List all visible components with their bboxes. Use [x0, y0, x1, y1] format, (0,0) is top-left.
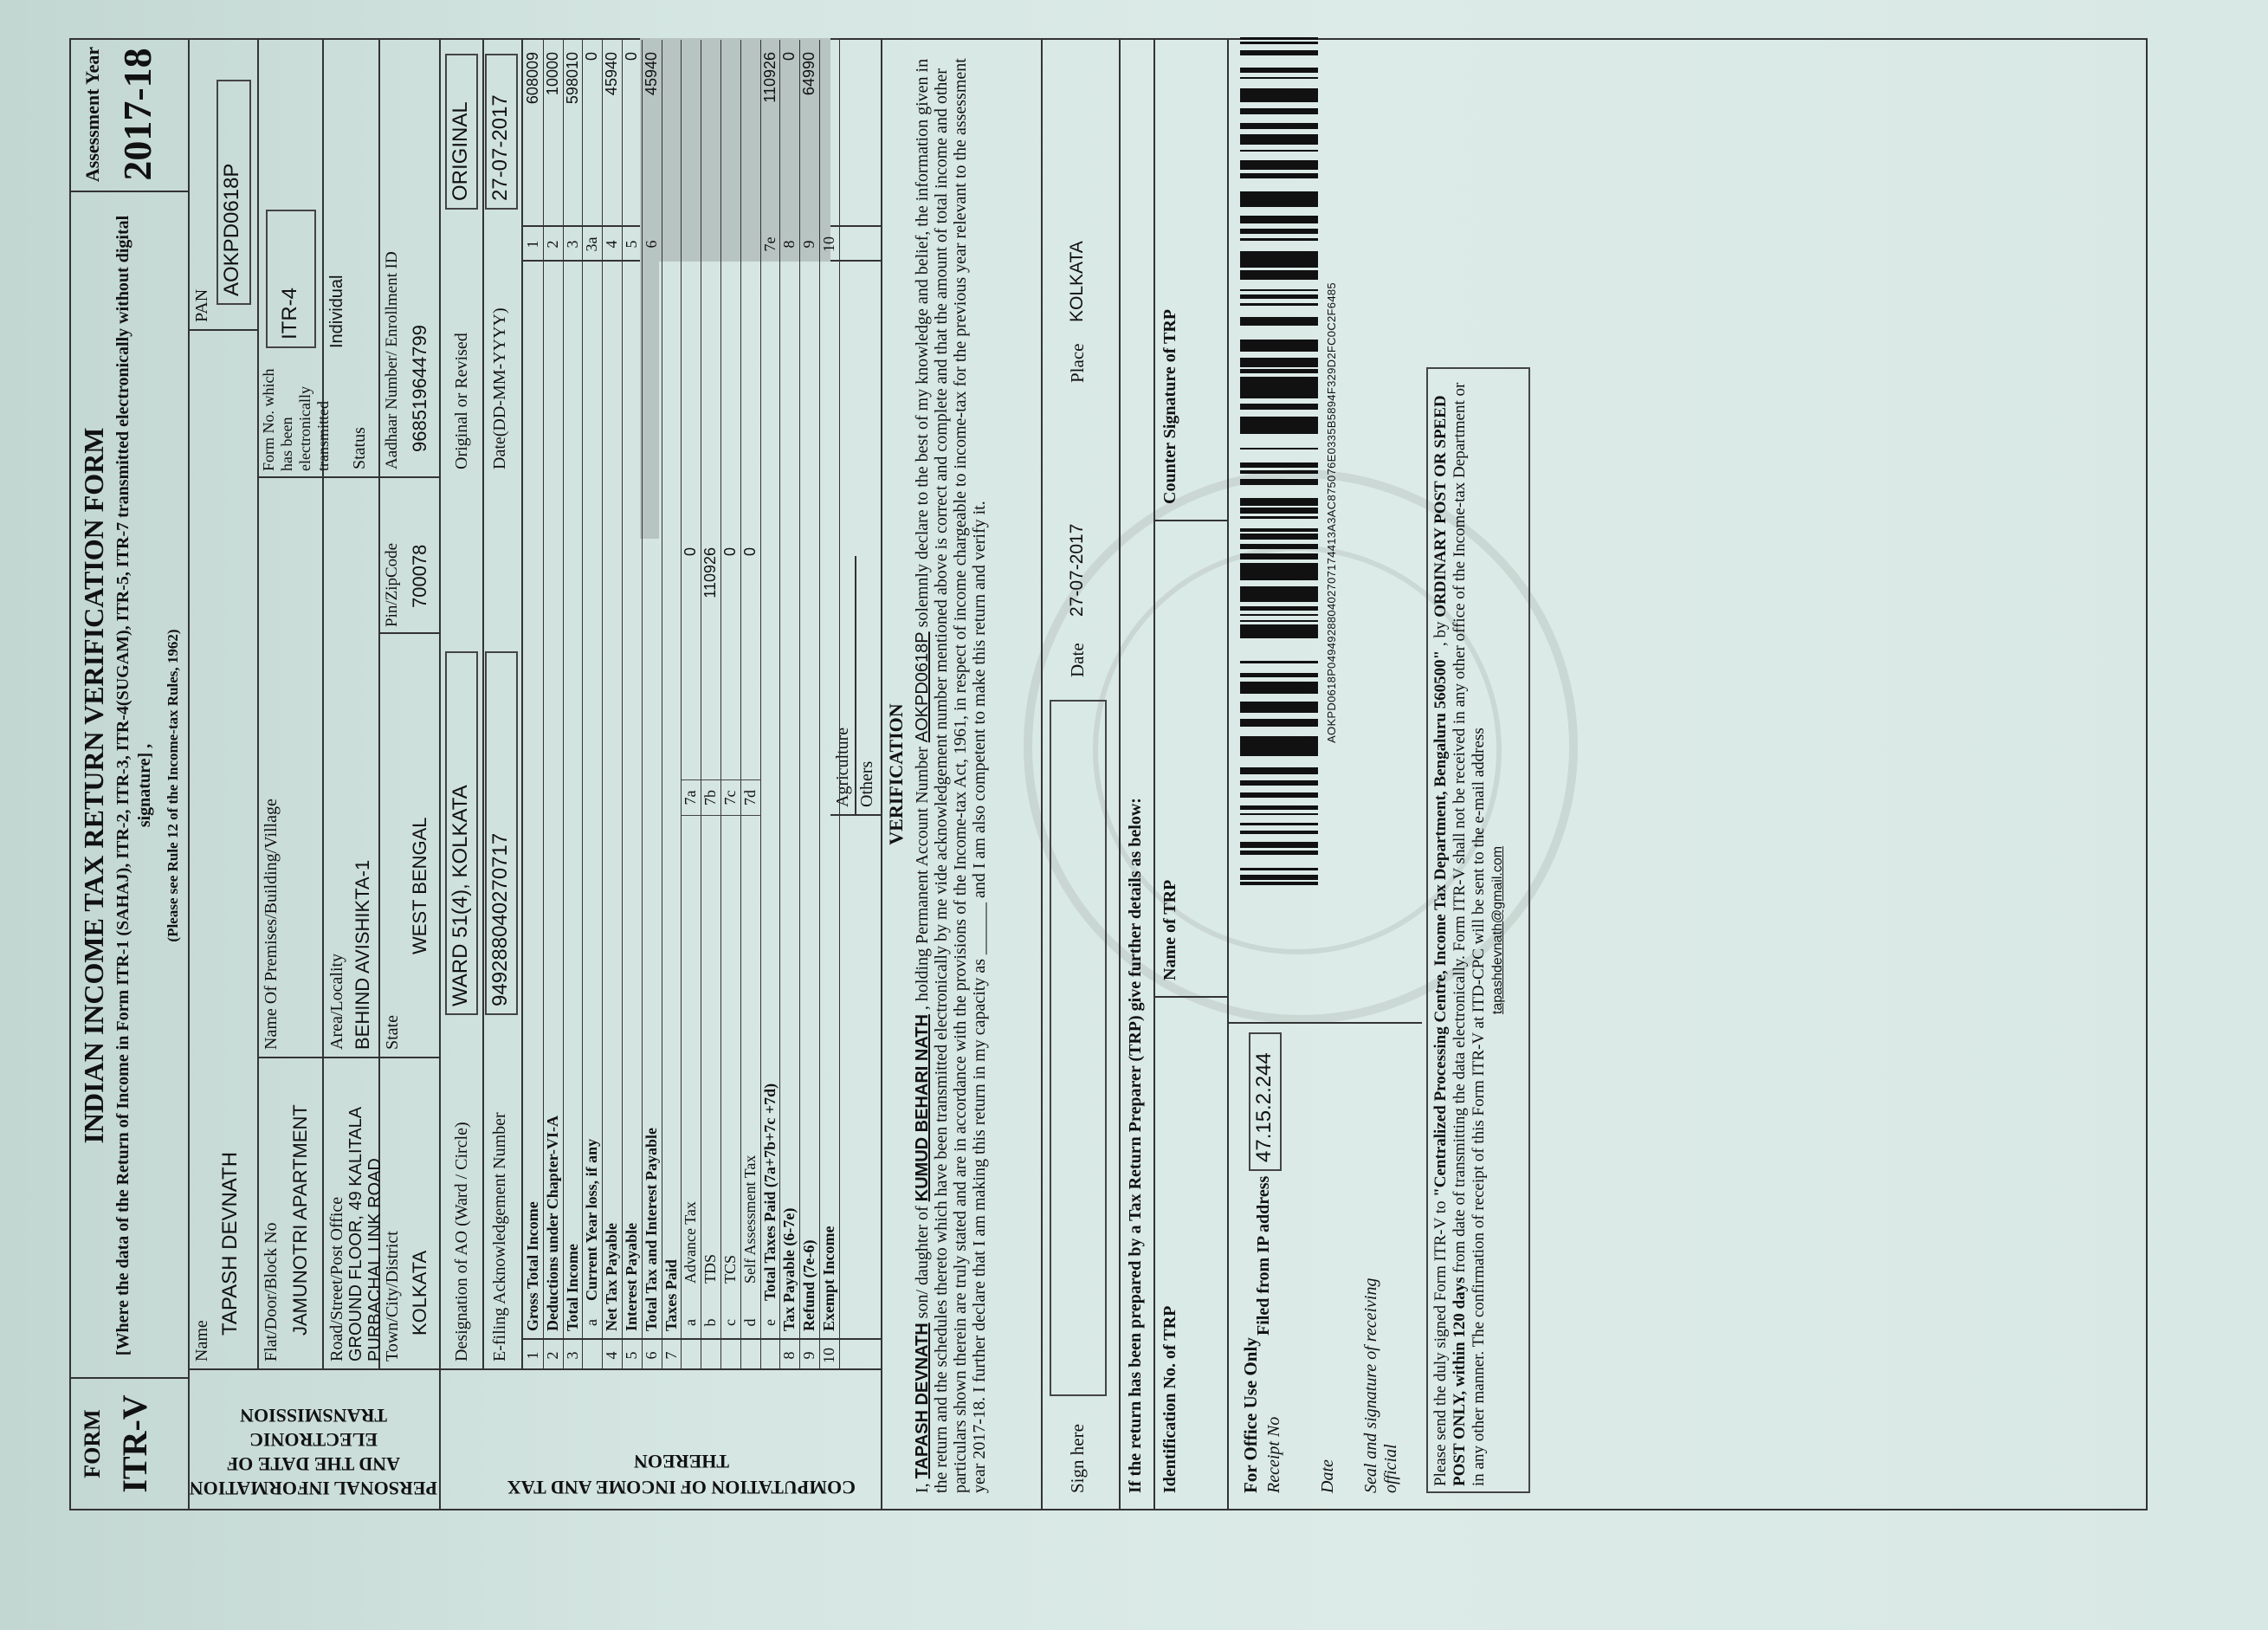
row-serial: c: [721, 1319, 739, 1326]
barcode-bar: [1240, 470, 1318, 474]
footer-part-3: , by: [1431, 617, 1450, 647]
barcode-bar: [1240, 637, 1318, 638]
barcode-bar: [1240, 661, 1318, 663]
row-code: 3: [563, 240, 581, 249]
barcode-bar: [1240, 673, 1318, 677]
row-label: Current Year loss, if any: [583, 1138, 601, 1301]
barcode-bar: [1240, 150, 1318, 152]
barcode-bar: [1240, 322, 1318, 326]
barcode-code: AOKPD0618P049492880402707174413A3AC875076E0335B5894F329D2FC0C2F6485: [1325, 282, 1338, 743]
row-value: 608009: [524, 52, 541, 105]
row-label: Refund (7e-6): [800, 1239, 818, 1331]
row-code: 2: [543, 240, 561, 249]
section-personal-information: PERSONAL INFORMATION AND THE DATE OF ELECTRONIC TRANSMISSION: [189, 1405, 438, 1499]
barcode-bar: [1240, 516, 1318, 519]
date-sign-label: Date: [1067, 643, 1088, 677]
barcode-bar: [1240, 600, 1318, 602]
exempt-others-label: Others: [857, 760, 876, 807]
barcode-bar: [1240, 358, 1318, 362]
row-label: Total Tax and Interest Payable: [642, 1127, 660, 1331]
date-sign-value: 27-07-2017: [1067, 523, 1087, 617]
footer-part-5: from date of transmitting the data electronically. Form ITR-V shall not be received in any other office of the Income-tax Department or in any other manner. The confirmation of receipt of this Form ITR-V at ITD-CPC will be sent to the e-mail address: [1451, 382, 1488, 1486]
row-serial: 5: [623, 1351, 640, 1360]
row-label: Exempt Income: [820, 1226, 837, 1331]
aadhaar-label: Aadhaar Number/ Enrollment ID: [383, 251, 401, 469]
barcode-bar: [1240, 767, 1318, 771]
barcode-bar: [1240, 508, 1318, 514]
verification-body: solemnly declare to the best of my knowledge and belief, the information given in the return and the schedules thereto which have been transmitted electronically by me vide acknowledgement number mentioned above is correct and complete and that the amount of total income and other particulars shown therein are truly stated and are in accordance with the provisions of the Income-tax Act, 1961, in respect of income chargeable to income-tax for the previous year relevant to the assessment year 2017-18. I further declare that I am making this return in my capacity as ______ and I am also competent to make this return and verify it.: [913, 58, 989, 1493]
barcode-icon: [1240, 36, 1318, 885]
barcode-bar: [1240, 842, 1318, 848]
form-transmitted-label: Form No. which has been electronically transmitted: [260, 368, 332, 471]
verification-heading: VERIFICATION: [885, 703, 907, 845]
barcode-bar: [1240, 201, 1318, 204]
barcode-bar: [1240, 462, 1318, 466]
barcode-bar: [1240, 703, 1318, 708]
pin-label: Pin/ZipCode: [383, 542, 401, 627]
barcode-bar: [1240, 238, 1318, 241]
barcode-bar: [1240, 736, 1318, 741]
status-value: Individual: [327, 275, 346, 348]
date-label: Date(DD-MM-YYYY): [490, 307, 509, 469]
barcode-bar: [1240, 831, 1318, 834]
barcode-bar: [1240, 498, 1318, 501]
ack-label: E-filing Acknowledgement Number: [490, 1112, 509, 1362]
barcode-bar: [1240, 255, 1318, 262]
barcode-bar: [1240, 711, 1318, 713]
pan-value: AOKPD0618P: [216, 80, 251, 305]
row-value: 598010: [563, 52, 581, 105]
barcode-bar: [1240, 534, 1318, 540]
barcode-bar: [1240, 317, 1318, 322]
barcode-bar: [1240, 851, 1318, 855]
row-value: 0: [780, 52, 798, 61]
name-value: TAPASH DEVNATH: [218, 1151, 242, 1336]
barcode-bar: [1240, 708, 1318, 711]
barcode-bar: [1240, 702, 1318, 703]
trp-signature-label: Counter Signature of TRP: [1160, 308, 1179, 504]
barcode-bar: [1240, 195, 1318, 201]
row-value: 10000: [543, 52, 561, 96]
signature-box: [1050, 700, 1107, 1396]
ip-value: 47.15.2.244: [1249, 1032, 1282, 1171]
row-label: Total Taxes Paid (7a+7b+7c +7d): [760, 1083, 779, 1301]
barcode-bar: [1240, 220, 1318, 223]
sub-row-value: 0: [740, 547, 759, 557]
barcode-bar: [1240, 417, 1318, 420]
town-label: Town/City/District: [383, 1231, 402, 1362]
barcode-bar: [1240, 262, 1318, 268]
barcode-bar: [1240, 37, 1318, 40]
barcode-bar: [1240, 294, 1318, 299]
verification-text: [913, 55, 989, 1493]
pan-label: PAN: [192, 288, 211, 322]
barcode-bar: [1240, 875, 1318, 876]
row-serial: 7: [662, 1351, 680, 1360]
barcode-bar: [1240, 771, 1318, 774]
barcode-bar: [1240, 805, 1318, 808]
barcode-bar: [1240, 303, 1318, 306]
ao-value: WARD 51(4), KOLKATA: [445, 651, 478, 1015]
row-serial: 6: [642, 1351, 660, 1360]
footer-ordinary-post: ORDINARY POST OR SPEED POST ONLY, within 120 days: [1431, 395, 1469, 1486]
barcode-bar: [1240, 160, 1318, 162]
barcode-bar: [1240, 343, 1318, 348]
row-code: 9: [800, 240, 818, 249]
barcode-bar: [1240, 553, 1318, 560]
barcode-bar: [1240, 229, 1318, 234]
footer-part-1: Please send the duly signed Form ITR-V to: [1431, 1196, 1450, 1486]
barcode-bar: [1240, 362, 1318, 367]
barcode-bar: [1240, 270, 1318, 276]
barcode-bar: [1240, 577, 1318, 580]
row-label: Deductions under Chapter-VI-A: [543, 1115, 561, 1331]
form-transmitted-value: ITR-4: [266, 210, 316, 348]
area-label: Area/Locality: [327, 953, 346, 1050]
footer-email: tapashdevnath@gmail.com: [1490, 845, 1505, 1015]
barcode-bar: [1240, 479, 1318, 485]
trp-name-label: Name of TRP: [1160, 879, 1179, 980]
verification-son-of: son/ daughter of: [913, 1206, 932, 1319]
barcode-bar: [1240, 630, 1318, 633]
row-serial: 3: [563, 1351, 581, 1360]
barcode-bar: [1240, 868, 1318, 870]
barcode-bar: [1240, 387, 1318, 392]
footer-cpc-address: "Centralized Processing Centre, Income Tax Department, Bengaluru 560500": [1431, 650, 1450, 1197]
barcode-bar: [1240, 377, 1318, 383]
barcode-bar: [1240, 689, 1318, 694]
barcode-bar: [1240, 721, 1318, 727]
barcode-bar: [1240, 276, 1318, 280]
row-label: TDS: [701, 1253, 720, 1284]
barcode-bar: [1240, 719, 1318, 721]
footer-instructions: [1426, 367, 1530, 1493]
sign-here-label: Sign here: [1067, 1424, 1088, 1493]
barcode-bar: [1240, 792, 1318, 798]
sub-row-value: 110926: [701, 547, 720, 598]
row-label: Gross Total Income: [524, 1201, 541, 1331]
trp-note: If the return has been prepared by a Tax Return Preparer (TRP) give further details as below:: [1126, 798, 1145, 1493]
state-value: WEST BENGAL: [409, 817, 430, 954]
row-serial: e: [760, 1319, 779, 1326]
barcode-bar: [1240, 754, 1318, 756]
barcode-bar: [1240, 88, 1318, 92]
barcode-bar: [1240, 340, 1318, 343]
barcode-bar: [1240, 429, 1318, 434]
barcode-bar: [1240, 173, 1318, 175]
barcode-bar: [1240, 882, 1318, 885]
shaded-area-2: [640, 262, 659, 539]
table-row-divider: [839, 40, 840, 1370]
row-serial: 1: [524, 1351, 541, 1360]
flat-value: JAMUNOTRI APARTMENT: [289, 1104, 311, 1336]
date-value: 27-07-2017: [485, 54, 518, 210]
row-serial: b: [701, 1318, 720, 1327]
office-use-label: For Office Use Only: [1240, 1337, 1261, 1493]
row-code: 3a: [583, 236, 601, 252]
row-code: 5: [623, 240, 640, 249]
barcode-bar: [1240, 175, 1318, 178]
flat-label: Flat/Door/Block No: [262, 1222, 281, 1362]
barcode-bar: [1240, 466, 1318, 468]
ack-value: 949288040270717: [485, 651, 518, 1015]
barcode-bar: [1240, 596, 1318, 600]
original-revised-label: Original or Revised: [452, 333, 471, 469]
area-value: BEHIND AVISHIKTA-1: [352, 859, 373, 1050]
barcode-bar: [1240, 503, 1318, 506]
barcode-bar: [1240, 68, 1318, 70]
barcode-bar: [1240, 108, 1318, 114]
row-code: 7e: [760, 236, 779, 252]
row-code: 6: [642, 240, 660, 249]
barcode-bar: [1240, 808, 1318, 810]
row-code: 1: [524, 240, 541, 249]
row-value: 45940: [642, 52, 660, 96]
row-serial: 9: [800, 1351, 818, 1360]
barcode-bar: [1240, 138, 1318, 139]
status-label: Status: [350, 427, 369, 469]
barcode-bar: [1240, 606, 1318, 611]
barcode-bar: [1240, 99, 1318, 102]
barcode-bar: [1240, 70, 1318, 73]
barcode-bar: [1240, 624, 1318, 630]
road-label: Road/Street/Post Office: [327, 1196, 346, 1362]
barcode-bar: [1240, 682, 1318, 684]
declarant-name: TAPASH DEVNATH: [913, 1323, 932, 1479]
section-computation: COMPUTATION OF INCOME AND TAX THEREON: [507, 1451, 856, 1498]
row-label: Interest Payable: [623, 1222, 640, 1331]
place-label: Place: [1067, 343, 1088, 383]
barcode-bar: [1240, 143, 1318, 145]
barcode-bar: [1240, 823, 1318, 825]
barcode-bar: [1240, 348, 1318, 352]
barcode-bar: [1240, 251, 1318, 255]
verification-pan-phrase: , holding Permanent Account Number: [913, 747, 932, 1011]
row-serial: a: [583, 1319, 601, 1326]
row-label: Taxes Paid: [662, 1259, 680, 1331]
row-value: 64990: [800, 52, 818, 96]
form-rule-note: (Please see Rule 12 of the Income-tax Rules, 1962): [165, 629, 181, 942]
form-subtitle: [Where the data of the Return of Income in Form ITR-1 (SAHAJ), ITR-2, ITR-3, ITR-4(SUGAM), ITR-5, ITR-7 transmitted electronically without digital signature] ,: [113, 215, 154, 1356]
ip-label: Filed from IP address: [1254, 1175, 1273, 1336]
form-title: INDIAN INCOME TAX RETURN VERIFICATION FORM: [78, 427, 109, 1144]
barcode-bar: [1240, 426, 1318, 429]
row-value: 0: [623, 52, 640, 61]
form-id: ITR-V: [115, 1394, 154, 1493]
barcode-bar: [1240, 586, 1318, 590]
row-label: Advance Tax: [682, 1201, 700, 1284]
barcode-bar: [1240, 590, 1318, 596]
sub-row-code: 7c: [721, 779, 741, 816]
town-value: KOLKATA: [409, 1250, 430, 1336]
row-serial: 8: [780, 1351, 798, 1360]
pin-value: 700078: [409, 544, 430, 608]
verification-pan: AOKPD0618P: [913, 631, 932, 743]
father-name: KUMUD BEHARI NATH: [913, 1014, 932, 1202]
aadhaar-value: 968519644799: [409, 325, 430, 452]
barcode-bar: [1240, 567, 1318, 572]
barcode-bar: [1240, 408, 1318, 410]
barcode-bar: [1240, 501, 1318, 503]
barcode-bar: [1240, 876, 1318, 880]
barcode-bar: [1240, 741, 1318, 747]
barcode-bar: [1240, 96, 1318, 99]
seal-label: Seal and signature of receiving official: [1361, 1277, 1400, 1493]
sub-row-code: 7a: [682, 779, 701, 816]
barcode-bar: [1240, 139, 1318, 143]
barcode-bar: [1240, 77, 1318, 79]
barcode-bar: [1240, 289, 1318, 291]
barcode-bar: [1240, 42, 1318, 44]
row-code: 8: [780, 240, 798, 249]
sub-row-value: 0: [682, 547, 700, 557]
barcode-bar: [1240, 369, 1318, 373]
barcode-bar: [1240, 204, 1318, 207]
barcode-bar: [1240, 747, 1318, 754]
row-serial: 2: [543, 1351, 561, 1360]
barcode-bar: [1240, 392, 1318, 398]
sub-row-value: 0: [721, 547, 739, 557]
barcode-bar: [1240, 134, 1318, 138]
row-value: 0: [583, 52, 601, 61]
row-serial: 10: [820, 1348, 837, 1363]
place-value: KOLKATA: [1067, 241, 1087, 322]
row-label: Total Income: [563, 1244, 581, 1331]
row-serial: 4: [603, 1351, 621, 1360]
original-revised-value: ORIGINAL: [445, 54, 478, 210]
barcode-bar: [1240, 528, 1318, 532]
barcode-bar: [1240, 780, 1318, 786]
barcode-bar: [1240, 383, 1318, 385]
row-serial: a: [682, 1319, 700, 1326]
barcode-bar: [1240, 92, 1318, 96]
barcode-bar: [1240, 614, 1318, 616]
row-label: Self Assessment Tax: [740, 1155, 759, 1284]
verification-i: I,: [913, 1483, 932, 1493]
row-label: Tax Payable (6-7e): [780, 1207, 798, 1331]
premises-label: Name Of Premises/Building/Village: [262, 799, 281, 1050]
barcode-bar: [1240, 404, 1318, 408]
barcode-bar: [1240, 123, 1318, 129]
state-label: State: [383, 1015, 402, 1050]
barcode-bar: [1240, 620, 1318, 622]
ao-label: Designation of AO (Ward / Circle): [452, 1122, 471, 1362]
row-code: 10: [820, 236, 837, 252]
row-label: TCS: [721, 1254, 739, 1284]
row-code: 4: [603, 240, 621, 249]
row-label: Net Tax Payable: [603, 1222, 621, 1331]
exempt-agriculture-label: Agriculture: [833, 727, 852, 807]
barcode-bar: [1240, 448, 1318, 450]
barcode-bar: [1240, 191, 1318, 195]
barcode-bar: [1240, 572, 1318, 577]
trp-id-label: Identification No. of TRP: [1160, 1305, 1179, 1493]
assessment-year-label: Assessment Year: [81, 46, 103, 183]
receipt-label: Receipt No: [1264, 1416, 1283, 1493]
row-value: 110926: [760, 52, 779, 103]
barcode-bar: [1240, 50, 1318, 55]
barcode-bar: [1240, 633, 1318, 637]
sub-row-code: 7d: [741, 779, 761, 816]
barcode-bar: [1240, 162, 1318, 165]
barcode-bar: [1240, 420, 1318, 426]
row-value: 45940: [603, 52, 621, 96]
assessment-year-value: 2017-18: [115, 48, 159, 181]
barcode-bar: [1240, 385, 1318, 387]
barcode-bar: [1240, 563, 1318, 567]
barcode-bar: [1240, 216, 1318, 220]
form-label: FORM: [80, 1409, 105, 1478]
office-date-label: Date: [1318, 1459, 1337, 1493]
itr-v-form: [69, 38, 2148, 1510]
barcode-bar: [1240, 813, 1318, 815]
name-label: Name: [192, 1320, 211, 1362]
sub-row-code: 7b: [701, 779, 721, 816]
barcode-bar: [1240, 165, 1318, 170]
barcode-bar: [1240, 684, 1318, 689]
barcode-bar: [1240, 544, 1318, 549]
row-serial: d: [740, 1318, 759, 1327]
road-value: GROUND FLOOR, 49 KALITALA PURBACHAL LINK ROAD: [346, 1107, 384, 1362]
